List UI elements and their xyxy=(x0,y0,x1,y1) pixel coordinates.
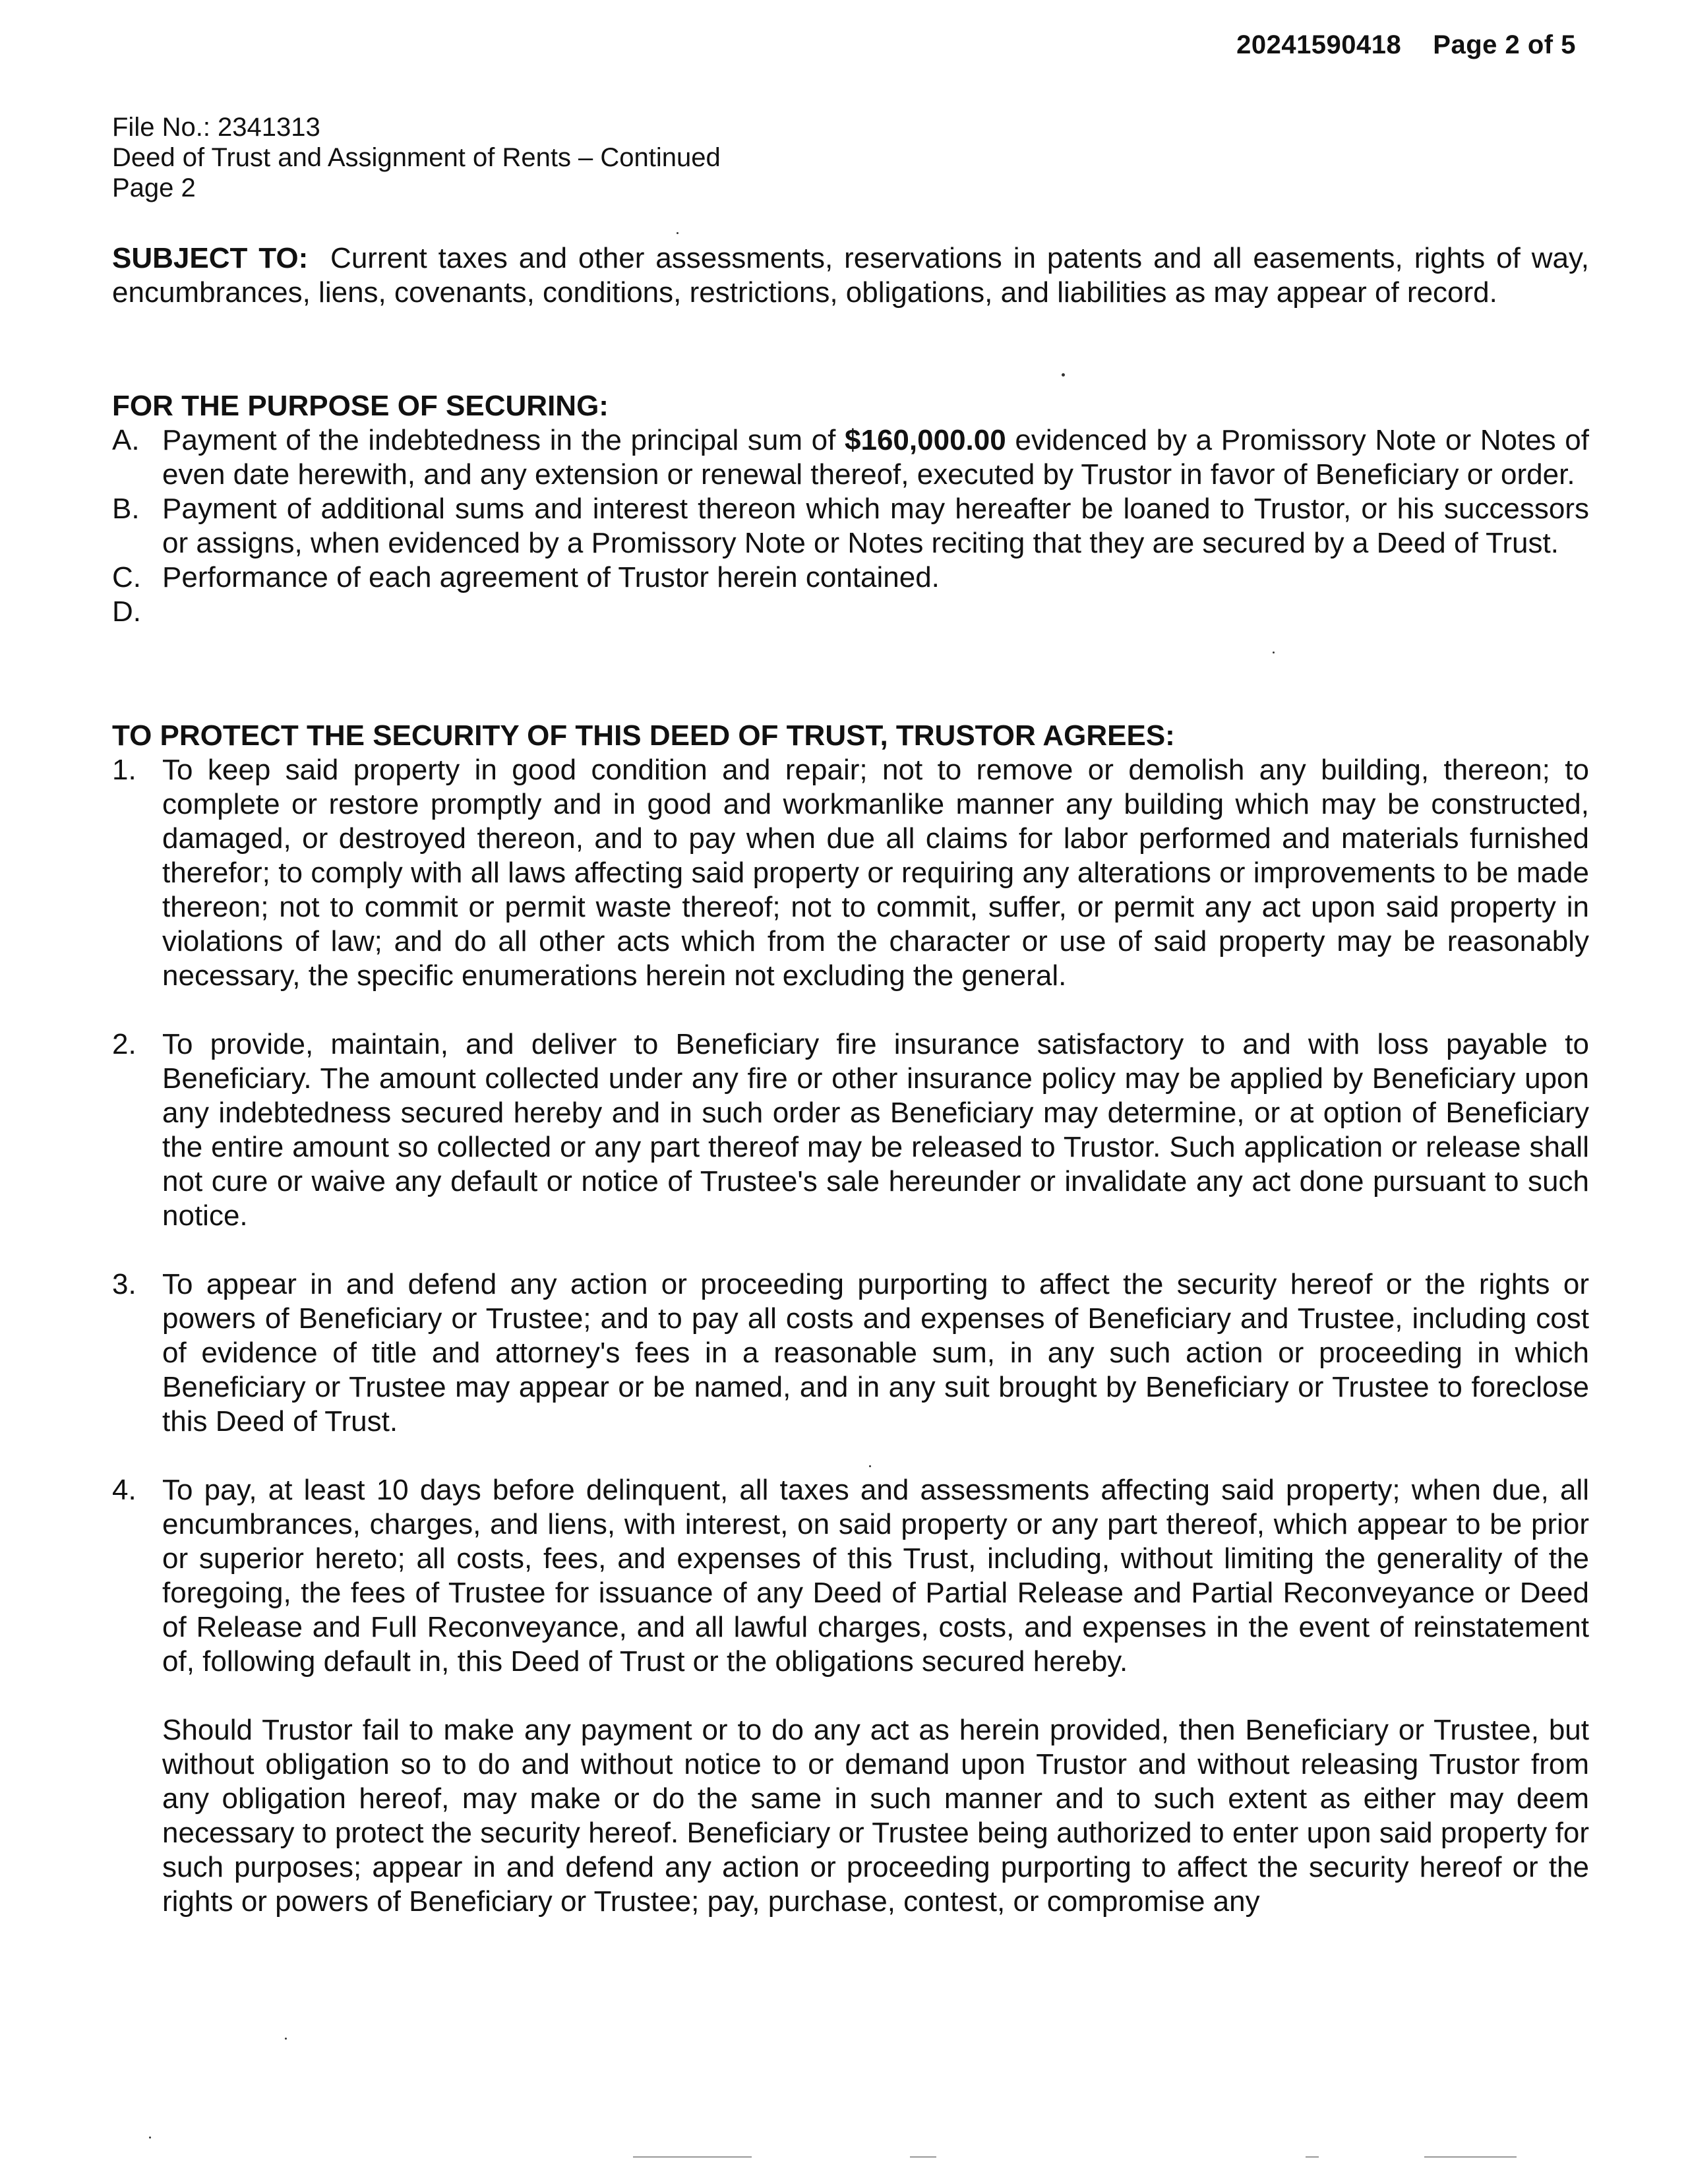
recording-number: 20241590418 xyxy=(1236,30,1402,59)
paragraph-gap xyxy=(112,993,1589,1027)
continuation-text: Should Trustor fail to make any payment or to do any act as herein provided, then Beneficiary or Trustee, but without obligation so to do and without notice to or demand upon Trustor and without releasing Trustor from any obligation hereof, may make or do the same in such manner and to such extent as either may deem necessary to protect the security hereof. Beneficiary or Trustee being authorized to enter upon said property for such purposes; appear in and defend any action or proceeding purporting to affect the security hereof or the rights or powers of Beneficiary or Trustee; pay, purchase, contest, or compromise any xyxy=(162,1714,1589,1918)
file-header xyxy=(112,112,721,203)
purpose-heading: FOR THE PURPOSE OF SECURING: xyxy=(112,390,609,422)
item-text: Payment of additional sums and interest thereon which may hereafter be loaned to Trustor, or his successors or assigns, when evidenced by a Promissory Note or Notes reciting that they are secured by a Deed of Trust. xyxy=(162,493,1589,559)
purpose-item-a xyxy=(112,423,1589,492)
item-label: A. xyxy=(112,424,140,456)
principal-amount: $160,000.00 xyxy=(845,424,1006,456)
scan-speck xyxy=(285,2038,287,2040)
item-text: To provide, maintain, and deliver to Beneficiary fire insurance satisfactory to and with loss payable to Beneficiary. The amount collected under any fire or other insurance policy may be applied by Beneficiary upon any indebtedness secured hereby and in such order as Beneficiary may determine, or at option of Beneficiary the entire amount so collected or any part thereof may be released to Trustor. Such application or release shall not cure or waive any default or notice of Trustee's sale hereunder or invalidate any act done pursuant to such notice. xyxy=(162,1028,1589,1232)
protect-item-4 xyxy=(112,1473,1589,1679)
scan-speck xyxy=(149,2137,151,2138)
item-text: Payment of the indebtedness in the principal sum of xyxy=(162,424,836,456)
purpose-item-b xyxy=(112,492,1589,561)
protect-item-2 xyxy=(112,1027,1589,1233)
subject-to-label: SUBJECT TO: xyxy=(112,242,309,274)
recording-stamp xyxy=(1236,30,1576,60)
paragraph-gap xyxy=(112,1679,1589,1713)
item-label: 1. xyxy=(112,754,136,786)
scan-footer-artifacts xyxy=(251,2156,1543,2160)
item-text: Performance of each agreement of Trustor herein contained. xyxy=(162,561,940,593)
protect-item-3 xyxy=(112,1267,1589,1439)
item-label: C. xyxy=(112,561,141,593)
protect-heading: TO PROTECT THE SECURITY OF THIS DEED OF TRUST, TRUSTOR AGREES: xyxy=(112,719,1175,752)
item-label: D. xyxy=(112,595,141,628)
scan-mark xyxy=(910,2156,936,2158)
page-count: Page 2 of 5 xyxy=(1433,30,1576,59)
subject-to-section xyxy=(112,241,1589,310)
file-number: File No.: 2341313 xyxy=(112,113,320,142)
purpose-item-c xyxy=(112,561,1589,595)
scan-speck xyxy=(869,1465,871,1467)
paragraph-gap xyxy=(112,1233,1589,1267)
paragraph-gap xyxy=(112,1439,1589,1473)
subject-to-text: Current taxes and other assessments, reservations in patents and all easements, rights of way, encumbrances, liens, covenants, conditions, restrictions, obligations, and liabilities as may appear of record. xyxy=(112,242,1589,309)
item-text: To appear in and defend any action or proceeding purporting to affect the security hereof or the rights or powers of Beneficiary or Trustee; and to pay all costs and expenses of Beneficiary and Trustee, including cost of evidence of title and attorney's fees in a reasonable sum, in any such action or proceeding in which Beneficiary or Trustee may appear or be named, and in any suit brought by Beneficiary or Trustee to foreclose this Deed of Trust. xyxy=(162,1268,1589,1438)
document-title: Deed of Trust and Assignment of Rents – Continued xyxy=(112,143,721,172)
page-label: Page 2 xyxy=(112,173,196,202)
scan-speck xyxy=(1273,652,1275,653)
protect-section xyxy=(112,719,1589,1919)
purpose-item-d xyxy=(112,595,1589,629)
scan-speck xyxy=(677,232,678,234)
item-label: 3. xyxy=(112,1268,136,1300)
scan-mark xyxy=(1424,2156,1517,2158)
item-label: 2. xyxy=(112,1028,136,1060)
item-text: evidenced by a Promissory Note or Notes of even date herewith, and any extension or renewal thereof, executed by Trustor in favor of Beneficiary or order. xyxy=(162,424,1589,491)
scan-mark xyxy=(633,2156,752,2158)
item-label: B. xyxy=(112,493,140,525)
item-text: To pay, at least 10 days before delinquent, all taxes and assessments affecting said property; when due, all encumbrances, charges, and liens, with interest, on said property or any part thereof, which appear to be prior or superior hereto; all costs, fees, and expenses of this Trust, including, without limiting the generality of the foregoing, the fees of Trustee for issuance of any Deed of Partial Release and Partial Reconveyance or Deed of Release and Full Reconveyance, and all lawful charges, costs, and expenses in the event of reinstatement of, following default in, this Deed of Trust or the obligations secured hereby. xyxy=(162,1474,1589,1678)
protect-continuation xyxy=(112,1713,1589,1919)
item-text: To keep said property in good condition and repair; not to remove or demolish any building, thereon; to complete or restore promptly and in good and workmanlike manner any building which may be constructed, damaged, or destroyed thereon, and to pay when due all claims for labor performed and materials furnished therefor; to comply with all laws affecting said property or requiring any alterations or improvements to be made thereon; not to commit or permit waste thereof; not to commit, suffer, or permit any act upon said property in violations of law; and do all other acts which from the character or use of said property may be reasonably necessary, the specific enumerations herein not excluding the general. xyxy=(162,754,1589,992)
protect-item-1 xyxy=(112,753,1589,993)
item-label: 4. xyxy=(112,1474,136,1506)
scan-mark xyxy=(1306,2156,1319,2158)
purpose-section xyxy=(112,389,1589,629)
scan-speck xyxy=(1062,373,1065,377)
